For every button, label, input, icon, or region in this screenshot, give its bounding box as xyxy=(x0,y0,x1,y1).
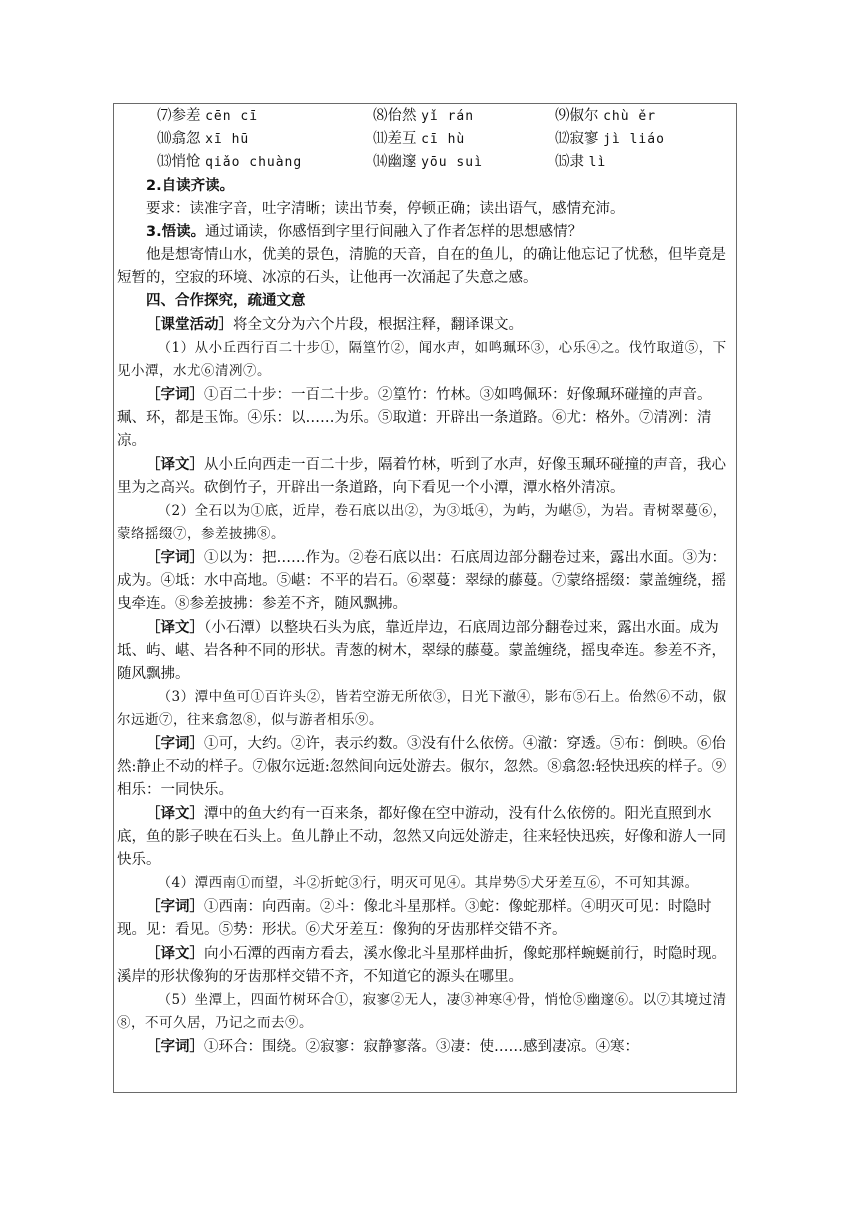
pronunciation-word: ⒁幽邃 xyxy=(373,154,417,170)
passage-3-words: ［字词］①可，大约。②许，表示约数。③没有什么依傍。④澈：穿透。⑤布：倒映。⑥佁然:静止不动的样子。⑦俶尔远逝:忽然间向远处游去。俶尔，忽然。⑧翕忽:轻快迅疾的样子。⑨相乐：一同快乐。 xyxy=(117,735,727,798)
pronunciation-word: ⒀悄怆 xyxy=(157,154,201,170)
pronunciation-pinyin: xī hū xyxy=(205,132,250,147)
passage-4-words: ［字词］①西南：向西南。②斗：像北斗星那样。③蛇：像蛇那样。④明灭可见：时隐时现。见：看见。⑤势：形状。⑥犬牙差互：像狗的牙齿那样交错不齐。 xyxy=(117,898,712,938)
pronunciation-word: ⑾差互 xyxy=(373,131,417,147)
document-body xyxy=(117,106,733,1059)
passage-4-translation: ［译文］向小石潭的西南方看去，溪水像北斗星那样曲折，像蛇那样蜿蜒前行，时隐时现。溪岸的形状像狗的牙齿那样交错不齐，不知道它的源头在哪里。 xyxy=(117,945,726,985)
passage-4-original: （4）潭西南①而望，斗②折蛇③行，明灭可见④。其岸势⑤犬牙差互⑥，不可知其源。 xyxy=(157,875,699,891)
pronunciation-pinyin: yōu suì xyxy=(421,155,483,170)
pronunciation-word: ⑺参差 xyxy=(157,108,201,124)
pronunciation-word: ⒂隶 xyxy=(555,154,584,170)
pronunciation-word: ⑿寂寥 xyxy=(555,131,599,147)
section-3-answer: 他是想寄情山水，优美的景色，清脆的天音，自在的鱼儿，的确让他忘记了忧愁，但毕竟是短暂的，空寂的环境、冰凉的石头，让他再一次涌起了失意之感。 xyxy=(117,247,726,286)
passage-3-original: （3）潭中鱼可①百许头②，皆若空游无所依③，日光下澈④，影布⑤石上。佁然⑥不动，俶尔远逝⑦，往来翕忽⑧，似与游者相乐⑨。 xyxy=(117,689,727,728)
pronunciation-pinyin: lì xyxy=(588,155,607,170)
pronunciation-item xyxy=(373,106,555,127)
pronunciation-word: ⑽翕忽 xyxy=(157,131,201,147)
pronunciation-item xyxy=(373,129,555,150)
pronunciation-word: ⑻佁然 xyxy=(373,108,417,124)
section-3-question: 3.悟读。通过诵读，你感悟到字里行间融入了作者怎样的思想感情？ xyxy=(146,224,583,240)
section-4-title: 四、合作探究，疏通文意 xyxy=(146,293,306,309)
pronunciation-item xyxy=(555,152,755,173)
passage-1-words: ［字词］①百二十步：一百二十步。②篁竹：竹林。③如鸣佩环：好像珮环碰撞的声音。珮、环，都是玉饰。④乐：以……为乐。⑤取道：开辟出一条道路。⑥尤：格外。⑦清冽：清凉。 xyxy=(117,386,712,449)
pronunciation-pinyin: chù ěr xyxy=(603,109,657,124)
class-activity: ［课堂活动］将全文分为六个片段，根据注释，翻译课文。 xyxy=(146,316,523,333)
pronunciation-item xyxy=(157,129,373,150)
pronunciation-pinyin: qiǎo chuàng xyxy=(205,155,303,170)
passage-3-translation: ［译文］潭中的鱼大约有一百来条，都好像在空中游动，没有什么依傍的。阳光直照到水底，鱼的影子映在石头上。鱼儿静止不动，忽然又向远处游走，往来轻快迅疾，好像和游人一同快乐。 xyxy=(117,805,726,868)
passage-1-original: （1）从小丘西行百二十步①，隔篁竹②，闻水声，如鸣珮环③，心乐④之。伐竹取道⑤，下见小潭，水尤⑥清冽⑦。 xyxy=(117,340,727,379)
pronunciation-pinyin: cī hù xyxy=(421,132,466,147)
pronunciation-item xyxy=(157,106,373,127)
passage-2-original: （2）全石以为①底，近岸，卷石底以出②，为③坻④，为屿，为嵁⑤，为岩。青树翠蔓⑥，蒙络摇缀⑦，参差披拂⑧。 xyxy=(117,503,727,542)
pronunciation-item xyxy=(157,152,373,173)
pronunciation-item xyxy=(373,152,555,173)
pronunciation-pinyin: jì liáo xyxy=(603,132,665,147)
section-2-requirement: 要求：读准字音，吐字清晰；读出节奏，停顿正确；读出语气，感情充沛。 xyxy=(146,201,625,217)
passage-2-translation: ［译文］（小石潭）以整块石头为底，靠近岸边，石底周边部分翻卷过来，露出水面。成为坻、屿、嵁、岩各种不同的形状。青葱的树木，翠绿的藤蔓。蒙盖缠绕，摇曳牵连。参差不齐，随风飘拂。 xyxy=(117,619,726,682)
pronunciation-item xyxy=(555,106,755,127)
pronunciation-item xyxy=(555,129,755,150)
pronunciation-pinyin: cēn cī xyxy=(205,109,259,124)
pronunciation-pinyin: yǐ rán xyxy=(421,109,475,124)
section-2-title: 2.自读齐读。 xyxy=(146,178,235,194)
passage-5-words: ［字词］①环合：围绕。②寂寥：寂静寥落。③凄：使……感到凄凉。④寒： xyxy=(146,1038,639,1055)
passage-5-original: （5）坐潭上，四面竹树环合①，寂寥②无人，凄③神寒④骨，悄怆⑤幽邃⑥。以⑦其境过清⑧，不可久居，乃记之而去⑨。 xyxy=(117,992,727,1031)
pronunciation-list xyxy=(117,106,733,173)
pronunciation-word: ⑼俶尔 xyxy=(555,108,599,124)
passage-1-translation: ［译文］从小丘向西走一百二十步，隔着竹林，听到了水声，好像玉珮环碰撞的声音，我心里为之高兴。砍倒竹子，开辟出一条道路，向下看见一个小潭，潭水格外清凉。 xyxy=(117,456,726,496)
passage-2-words: ［字词］①以为：把……作为。②卷石底以出：石底周边部分翻卷过来，露出水面。③为：成为。④坻：水中高地。⑤嵁：不平的岩石。⑥翠蔓：翠绿的藤蔓。⑦蒙络摇缀：蒙盖缠绕，摇曳牵连。⑧参差披拂：参差不齐，随风飘拂。 xyxy=(117,549,726,612)
